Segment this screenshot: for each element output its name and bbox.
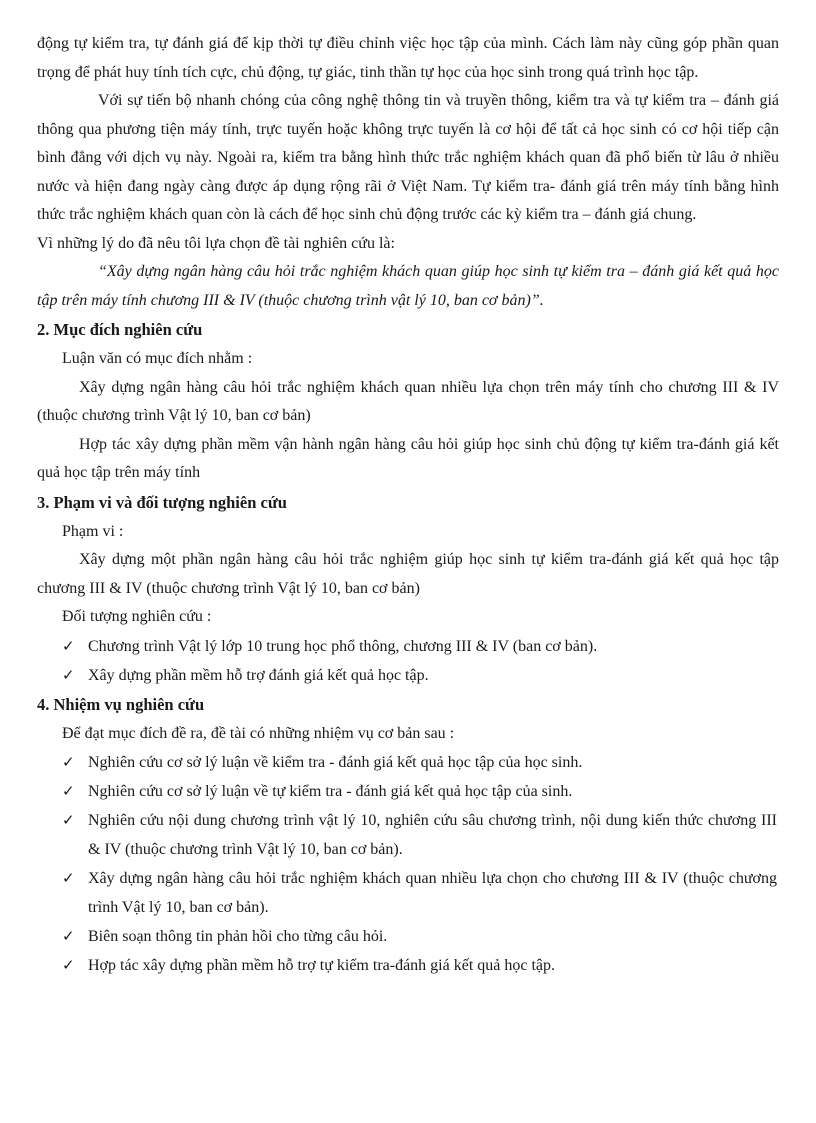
list-item-text: Xây dựng phần mềm hỗ trợ đánh giá kết quả học tập. xyxy=(88,666,429,684)
task-list xyxy=(37,748,779,980)
section-2-item-1: Xây dựng ngân hàng câu hỏi trắc nghiệm khách quan nhiều lựa chọn trên máy tính cho chương III & IV (thuộc chương trình Vật lý 10, ban cơ bản) xyxy=(37,378,779,424)
paragraph-continuation: động tự kiểm tra, tự đánh giá để kịp thời tự điều chỉnh việc học tập của mình. Cách làm này cũng góp phần quan trọng để phát huy tính tích cực, chủ động, tự giác, tinh thần tự học của học sinh trong quá trình học tập. xyxy=(37,35,779,81)
list-item xyxy=(37,951,779,980)
list-item xyxy=(37,864,779,922)
section-4-heading: 4. Nhiệm vụ nghiên cứu xyxy=(37,694,205,714)
list-item-text: Xây dựng ngân hàng câu hỏi trắc nghiệm khách quan nhiều lựa chọn cho chương III & IV (thuộc chương trình Vật lý 10, ban cơ bản). xyxy=(88,870,777,916)
check-icon: ✓ xyxy=(62,956,75,974)
list-item-text: Hợp tác xây dựng phần mềm hỗ trợ tự kiểm tra-đánh giá kết quả học tập. xyxy=(88,957,556,974)
check-icon: ✓ xyxy=(62,811,75,829)
list-item xyxy=(37,748,779,777)
object-label: Đối tượng nghiên cứu : xyxy=(62,608,212,625)
check-icon: ✓ xyxy=(62,665,75,684)
list-item xyxy=(37,777,779,806)
list-item-text: Nghiên cứu cơ sở lý luận về kiểm tra - đánh giá kết quả học tập của học sinh. xyxy=(88,754,583,771)
object-list xyxy=(37,632,779,690)
scope-text: Xây dựng một phần ngân hàng câu hỏi trắc nghiệm giúp học sinh tự kiểm tra-đánh giá kết quả học tập chương III & IV (thuộc chương trình Vật lý 10, ban cơ bản) xyxy=(37,551,779,597)
paragraph-technology: Với sự tiến bộ nhanh chóng của công nghệ thông tin và truyền thông, kiểm tra và tự kiểm tra – đánh giá thông qua phương tiện máy tính, trực tuyến hoặc không trực tuyến là cơ hội để tất cả học sinh có cơ hội tiếp cận bình đẳng với dịch vụ này. Ngoài ra, kiểm tra bằng hình thức trắc nghiệm khách quan đã phổ biến từ lâu ở nhiều nước và hiện đang ngày càng được áp dụng rộng rãi ở Việt Nam. Tự kiểm tra- đánh giá trên máy tính bằng hình thức trắc nghiệm khách quan còn là cách để học sinh chủ động trước các kỳ kiểm tra – đánh giá chung. xyxy=(37,92,779,223)
list-item-text: Nghiên cứu nội dung chương trình vật lý 10, nghiên cứu sâu chương trình, nội dung kiến thức chương III & IV (thuộc chương trình Vật lý 10, ban cơ bản). xyxy=(88,812,777,858)
thesis-title-quote: “Xây dựng ngân hàng câu hỏi trắc nghiệm khách quan giúp học sinh tự kiểm tra – đánh giá kết quả học tập trên máy tính chương III & IV (thuộc chương trình vật lý 10, ban cơ bản)”. xyxy=(37,263,779,309)
section-4-intro: Để đạt mục đích đề ra, đề tài có những nhiệm vụ cơ bản sau : xyxy=(62,724,455,742)
document-page xyxy=(37,30,779,980)
scope-label: Phạm vi : xyxy=(62,522,124,540)
list-item-text: Nghiên cứu cơ sở lý luận về tự kiểm tra - đánh giá kết quả học tập của sinh. xyxy=(88,783,573,800)
paragraph-reason: Vì những lý do đã nêu tôi lựa chọn đề tài nghiên cứu là: xyxy=(37,234,395,252)
check-icon: ✓ xyxy=(62,869,75,887)
list-item xyxy=(37,922,779,951)
list-item xyxy=(37,632,779,661)
section-2-item-2: Hợp tác xây dựng phần mềm vận hành ngân hàng câu hỏi giúp học sinh chủ động tự kiểm tra-đánh giá kết quả học tập trên máy tính xyxy=(37,435,779,481)
section-2-heading: 2. Mục đích nghiên cứu xyxy=(37,320,203,339)
section-3-heading: 3. Phạm vi và đối tượng nghiên cứu xyxy=(37,492,287,512)
section-2-intro: Luận văn có mục đích nhằm : xyxy=(62,350,253,367)
check-icon: ✓ xyxy=(62,753,75,771)
list-item-text: Chương trình Vật lý lớp 10 trung học phổ thông, chương III & IV (ban cơ bản). xyxy=(88,637,598,655)
check-icon: ✓ xyxy=(62,782,75,800)
check-icon: ✓ xyxy=(62,927,75,945)
check-icon: ✓ xyxy=(62,636,75,655)
list-item xyxy=(37,806,779,864)
list-item xyxy=(37,661,779,690)
list-item-text: Biên soạn thông tin phản hồi cho từng câu hỏi. xyxy=(88,928,388,945)
